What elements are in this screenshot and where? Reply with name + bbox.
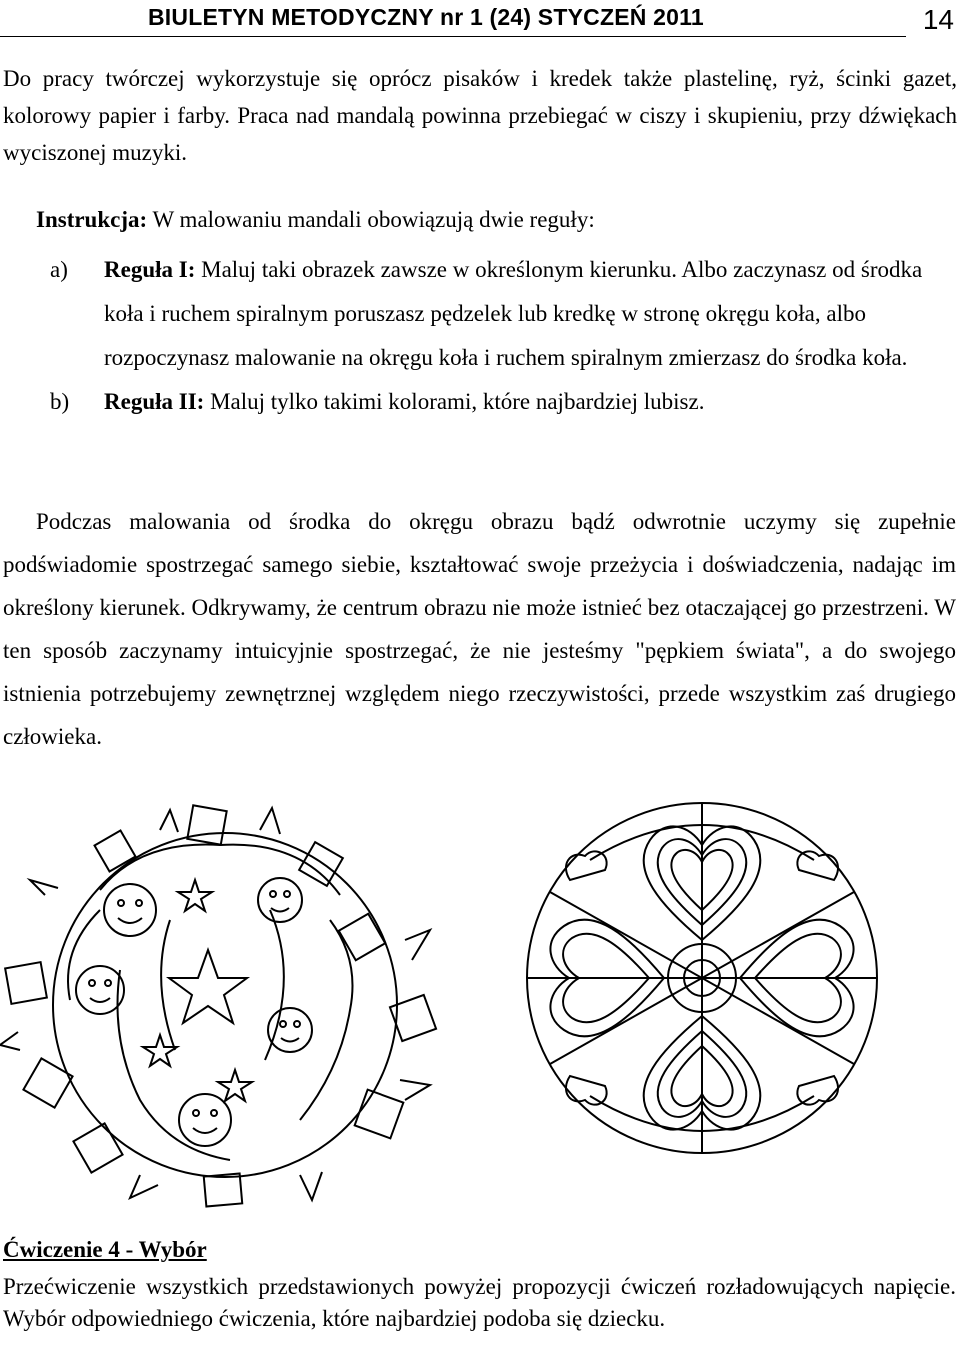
instruction-text: W malowaniu mandali obowiązują dwie reguły: bbox=[147, 207, 595, 232]
mandala-hearts-icon bbox=[460, 800, 960, 1210]
exercise-title: Ćwiczenie 4 - Wybór bbox=[3, 1237, 207, 1262]
rules-list bbox=[0, 248, 960, 424]
page-header bbox=[0, 0, 960, 44]
body-paragraph: Podczas malowania od środka do okręgu obrazu bądź odwrotnie uczymy się zupełnie podświadomie spostrzegać samego siebie, kształtować swoje przeżycia i doświadczenia, nadając im określony kierunek. Odkrywamy, że centrum obrazu nie może istnieć bez otaczającej go przestrzeni. W ten sposób zaczynamy intuicyjnie spostrzegać, że nie jesteśmy "pępkiem świata", a do swojego istnienia potrzebujemy zewnętrznej względem niego rzeczywistości, przede wszystkim zaś drugiego człowieka. bbox=[3, 509, 956, 749]
rule-item bbox=[0, 380, 960, 424]
instruction-label: Instrukcja: bbox=[36, 207, 148, 232]
page-number: 14 bbox=[922, 4, 954, 35]
mandala-smileys-stars-icon bbox=[0, 800, 470, 1210]
rule-item bbox=[0, 248, 960, 380]
rule-marker: a) bbox=[50, 257, 68, 282]
rule-label: Reguła II: bbox=[104, 389, 205, 414]
rule-text bbox=[104, 248, 954, 380]
rule-body: Maluj taki obrazek zawsze w określonym kierunku. Albo zaczynasz od środka koła i ruchem spiralnym poruszasz pędzelek lub kredkę w stronę okręgu koła, albo rozpoczynasz malowanie na okręgu koła i ruchem spiralnym zmierzasz do środka koła. bbox=[104, 257, 923, 370]
exercise-body: Przećwiczenie wszystkich przedstawionych powyżej propozycji ćwiczeń rozładowujących napięcie. Wybór odpowiedniego ćwiczenia, które najbardziej podoba się dziecku. bbox=[3, 1274, 956, 1331]
instruction-line bbox=[36, 201, 595, 238]
star-icon bbox=[169, 950, 247, 1023]
rule-body: Maluj tylko takimi kolorami, które najbardziej lubisz. bbox=[204, 389, 705, 414]
rule-label: Reguła I: bbox=[104, 257, 196, 282]
header-rule bbox=[0, 36, 906, 37]
bulletin-title: BIULETYN METODYCZNY nr 1 (24) STYCZEŃ 2011 bbox=[148, 4, 704, 30]
intro-paragraph: Do pracy twórczej wykorzystuje się oprócz pisaków i kredek także plastelinę, ryż, ścinki gazet, kolorowy papier i farby. Praca nad mandalą powinna przebiegać w ciszy i skupieniu, przy dźwiękach wyciszonej muzyki. bbox=[3, 66, 957, 165]
rule-text bbox=[104, 380, 954, 424]
rule-marker: b) bbox=[50, 389, 70, 414]
smiley-icon bbox=[104, 884, 156, 936]
mandala-illustrations bbox=[0, 800, 960, 1210]
